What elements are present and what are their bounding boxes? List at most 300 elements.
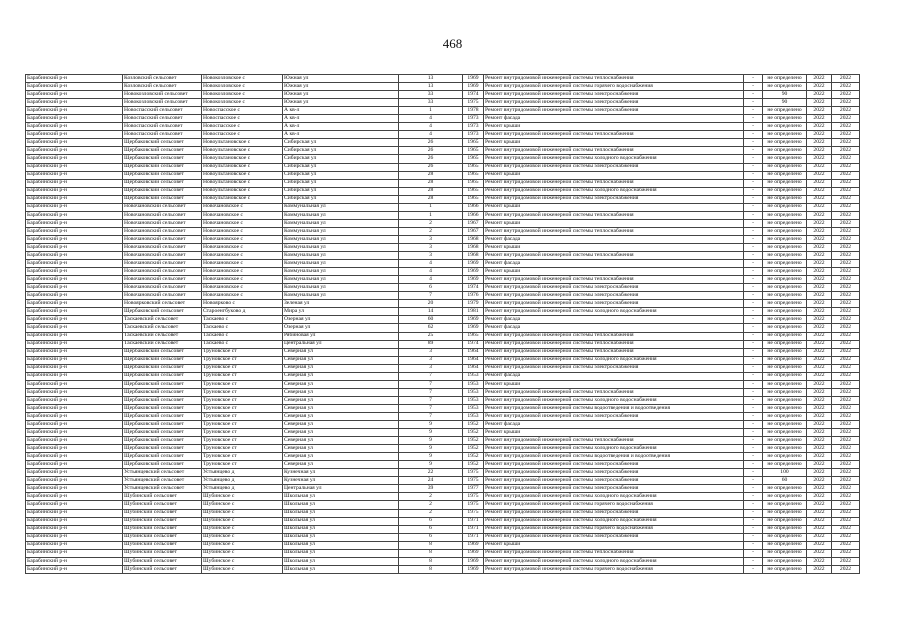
street-cell: Школьная ул	[283, 501, 399, 509]
house-number-cell: 13	[399, 75, 463, 83]
district-cell: Барабинский р-н	[26, 235, 123, 243]
start-year-cell: 2022	[807, 501, 832, 509]
district-cell: Барабинский р-н	[26, 227, 123, 235]
council-cell: Щербаковский сельсовет	[123, 453, 202, 461]
settlement-cell: Шубинское с	[202, 517, 283, 525]
council-cell: Таскаевский сельсовет	[123, 316, 202, 324]
cost-cell: не определено	[763, 171, 807, 179]
district-cell: Барабинский р-н	[26, 123, 123, 131]
work-type-cell: Ремонт внутридомовой инженерной системы теплоснабжения	[484, 348, 744, 356]
start-year-cell: 2022	[807, 139, 832, 147]
work-type-cell: Ремонт внутридомовой инженерной системы теплоснабжения	[484, 332, 744, 340]
start-year-cell: 2022	[807, 525, 832, 533]
street-cell: Зеленая ул	[283, 300, 399, 308]
dash-cell: -	[744, 332, 763, 340]
end-year-cell: 2022	[832, 493, 860, 501]
council-cell: Щербаковский сельсовет	[123, 155, 202, 163]
council-cell: Щербаковский сельсовет	[123, 195, 202, 203]
house-number-cell: 9	[399, 421, 463, 429]
start-year-cell: 2022	[807, 171, 832, 179]
end-year-cell: 2022	[832, 549, 860, 557]
council-cell: Новочановский сельсовет	[123, 219, 202, 227]
end-year-cell: 2022	[832, 252, 860, 260]
build-year-cell: 1965	[463, 195, 484, 203]
district-cell: Барабинский р-н	[26, 115, 123, 123]
district-cell: Барабинский р-н	[26, 243, 123, 251]
house-number-cell: 9	[399, 429, 463, 437]
table-row	[26, 356, 860, 364]
street-cell: Кузнечная ул	[283, 469, 399, 477]
district-cell: Барабинский р-н	[26, 372, 123, 380]
house-number-cell: 25	[399, 332, 463, 340]
cost-cell: не определено	[763, 412, 807, 420]
start-year-cell: 2022	[807, 276, 832, 284]
street-cell: Коммунальная ул	[283, 284, 399, 292]
dash-cell: -	[744, 203, 763, 211]
council-cell: Щербаковский сельсовет	[123, 364, 202, 372]
street-cell: А кв-л	[283, 131, 399, 139]
settlement-cell: Новочановское с	[202, 219, 283, 227]
district-cell: Барабинский р-н	[26, 107, 123, 115]
work-type-cell: Ремонт внутридомовой инженерной системы электроснабжения	[484, 292, 744, 300]
cost-cell: не определено	[763, 541, 807, 549]
house-number-cell: 33	[399, 91, 463, 99]
house-number-cell: 2	[399, 227, 463, 235]
start-year-cell: 2022	[807, 227, 832, 235]
build-year-cell: 1976	[463, 292, 484, 300]
district-cell: Барабинский р-н	[26, 147, 123, 155]
work-type-cell: Ремонт внутридомовой инженерной системы холодного водоснабжения	[484, 155, 744, 163]
street-cell: Коммунальная ул	[283, 260, 399, 268]
council-cell: Козловский сельсовет	[123, 75, 202, 83]
work-type-cell: Ремонт внутридомовой инженерной системы теплоснабжения	[484, 227, 744, 235]
district-cell: Барабинский р-н	[26, 356, 123, 364]
build-year-cell: 1965	[463, 171, 484, 179]
cost-cell: не определено	[763, 445, 807, 453]
street-cell: Коммунальная ул	[283, 227, 399, 235]
cost-cell: не определено	[763, 308, 807, 316]
house-number-cell: 7	[399, 404, 463, 412]
build-year-cell: 1975	[463, 509, 484, 517]
work-type-cell: Ремонт внутридомовой инженерной системы электроснабжения	[484, 91, 744, 99]
street-cell: Северная ул	[283, 372, 399, 380]
work-type-cell: Ремонт внутридомовой инженерной системы водоотведения и водоотведения	[484, 404, 744, 412]
table-row	[26, 469, 860, 477]
cost-cell: не определено	[763, 123, 807, 131]
house-number-cell: 2	[399, 219, 463, 227]
work-type-cell: Ремонт внутридомовой инженерной системы водоотведения и водоотведения	[484, 453, 744, 461]
table-row	[26, 340, 860, 348]
work-type-cell: Ремонт внутридомовой инженерной системы электроснабжения	[484, 533, 744, 541]
dash-cell: -	[744, 525, 763, 533]
build-year-cell: 1952	[463, 437, 484, 445]
council-cell: Щербаковский сельсовет	[123, 380, 202, 388]
settlement-cell: Устьянцево д	[202, 485, 283, 493]
build-year-cell: 1953	[463, 372, 484, 380]
build-year-cell: 1968	[463, 252, 484, 260]
district-cell: Барабинский р-н	[26, 412, 123, 420]
settlement-cell: Староенгбуково д	[202, 308, 283, 316]
cost-cell: не определено	[763, 75, 807, 83]
start-year-cell: 2022	[807, 123, 832, 131]
table-row	[26, 268, 860, 276]
dash-cell: -	[744, 509, 763, 517]
cost-cell: не определено	[763, 453, 807, 461]
district-cell: Барабинский р-н	[26, 565, 123, 573]
work-type-cell: Ремонт крыши	[484, 139, 744, 147]
table-row	[26, 477, 860, 485]
end-year-cell: 2022	[832, 541, 860, 549]
build-year-cell: 1964	[463, 356, 484, 364]
dash-cell: -	[744, 324, 763, 332]
council-cell: Шубинский сельсовет	[123, 493, 202, 501]
end-year-cell: 2022	[832, 356, 860, 364]
street-cell: Школьная ул	[283, 517, 399, 525]
table-row	[26, 211, 860, 219]
build-year-cell: 1952	[463, 445, 484, 453]
table-row	[26, 203, 860, 211]
end-year-cell: 2022	[832, 171, 860, 179]
build-year-cell: 1953	[463, 396, 484, 404]
house-number-cell: 9	[399, 445, 463, 453]
house-number-cell: 26	[399, 163, 463, 171]
street-cell: Школьная ул	[283, 533, 399, 541]
dash-cell: -	[744, 115, 763, 123]
dash-cell: -	[744, 187, 763, 195]
table-row	[26, 99, 860, 107]
start-year-cell: 2022	[807, 107, 832, 115]
dash-cell: -	[744, 243, 763, 251]
district-cell: Барабинский р-н	[26, 380, 123, 388]
start-year-cell: 2022	[807, 485, 832, 493]
start-year-cell: 2022	[807, 461, 832, 469]
table-row	[26, 453, 860, 461]
build-year-cell: 1969	[463, 316, 484, 324]
dash-cell: -	[744, 549, 763, 557]
settlement-cell: Новочановское с	[202, 227, 283, 235]
dash-cell: -	[744, 429, 763, 437]
end-year-cell: 2022	[832, 284, 860, 292]
build-year-cell: 1969	[463, 549, 484, 557]
cost-cell: не определено	[763, 429, 807, 437]
start-year-cell: 2022	[807, 412, 832, 420]
end-year-cell: 2022	[832, 364, 860, 372]
settlement-cell: Новочановское с	[202, 243, 283, 251]
work-type-cell: Ремонт внутридомовой инженерной системы теплоснабжения	[484, 131, 744, 139]
settlement-cell: Шубинское с	[202, 533, 283, 541]
street-cell: Южная ул	[283, 75, 399, 83]
district-cell: Барабинский р-н	[26, 83, 123, 91]
house-number-cell: 3	[399, 252, 463, 260]
work-type-cell: Ремонт внутридомовой инженерной системы теплоснабжения	[484, 340, 744, 348]
council-cell: Шубинский сельсовет	[123, 517, 202, 525]
cost-cell: не определено	[763, 356, 807, 364]
table-row	[26, 461, 860, 469]
start-year-cell: 2022	[807, 91, 832, 99]
council-cell: Щербаковский сельсовет	[123, 445, 202, 453]
settlement-cell: Труновское ст	[202, 372, 283, 380]
end-year-cell: 2022	[832, 316, 860, 324]
settlement-cell: Новочановское с	[202, 235, 283, 243]
dash-cell: -	[744, 404, 763, 412]
dash-cell: -	[744, 533, 763, 541]
house-number-cell: 28	[399, 187, 463, 195]
settlement-cell: Труновское ст	[202, 437, 283, 445]
dash-cell: -	[744, 107, 763, 115]
end-year-cell: 2022	[832, 332, 860, 340]
street-cell: А кв-л	[283, 115, 399, 123]
house-number-cell: 20	[399, 300, 463, 308]
start-year-cell: 2022	[807, 557, 832, 565]
street-cell: Северная ул	[283, 396, 399, 404]
settlement-cell: Новоультановское с	[202, 147, 283, 155]
end-year-cell: 2022	[832, 203, 860, 211]
street-cell: Северная ул	[283, 421, 399, 429]
district-cell: Барабинский р-н	[26, 557, 123, 565]
end-year-cell: 2022	[832, 557, 860, 565]
council-cell: Устьянцевский сельсовет	[123, 469, 202, 477]
settlement-cell: Новочановское с	[202, 268, 283, 276]
settlement-cell: Труновское ст	[202, 396, 283, 404]
start-year-cell: 2022	[807, 429, 832, 437]
start-year-cell: 2022	[807, 541, 832, 549]
house-number-cell: 13	[399, 83, 463, 91]
build-year-cell: 1966	[463, 211, 484, 219]
dash-cell: -	[744, 147, 763, 155]
start-year-cell: 2022	[807, 300, 832, 308]
end-year-cell: 2022	[832, 461, 860, 469]
cost-cell: не определено	[763, 276, 807, 284]
start-year-cell: 2022	[807, 396, 832, 404]
table-row	[26, 324, 860, 332]
settlement-cell: Шубинское с	[202, 493, 283, 501]
work-type-cell: Ремонт внутридомовой инженерной системы электроснабжения	[484, 195, 744, 203]
start-year-cell: 2022	[807, 445, 832, 453]
council-cell: Щербаковский сельсовет	[123, 139, 202, 147]
build-year-cell: 1966	[463, 203, 484, 211]
build-year-cell: 1975	[463, 493, 484, 501]
district-cell: Барабинский р-н	[26, 284, 123, 292]
cost-cell: не определено	[763, 139, 807, 147]
dash-cell: -	[744, 195, 763, 203]
end-year-cell: 2022	[832, 115, 860, 123]
dash-cell: -	[744, 356, 763, 364]
house-number-cell: 62	[399, 324, 463, 332]
settlement-cell: Новокозловское с	[202, 91, 283, 99]
build-year-cell: 1952	[463, 421, 484, 429]
street-cell: Рябиновая ул	[283, 332, 399, 340]
build-year-cell: 1965	[463, 187, 484, 195]
district-cell: Барабинский р-н	[26, 549, 123, 557]
end-year-cell: 2022	[832, 324, 860, 332]
house-number-cell: 4	[399, 268, 463, 276]
build-year-cell: 1969	[463, 83, 484, 91]
settlement-cell: Новокозловское с	[202, 75, 283, 83]
start-year-cell: 2022	[807, 324, 832, 332]
work-type-cell: Ремонт крыши	[484, 123, 744, 131]
end-year-cell: 2022	[832, 227, 860, 235]
start-year-cell: 2022	[807, 260, 832, 268]
settlement-cell: Новочановское с	[202, 203, 283, 211]
start-year-cell: 2022	[807, 453, 832, 461]
start-year-cell: 2022	[807, 252, 832, 260]
district-cell: Барабинский р-н	[26, 533, 123, 541]
dash-cell: -	[744, 227, 763, 235]
house-number-cell: 4	[399, 115, 463, 123]
end-year-cell: 2022	[832, 260, 860, 268]
work-type-cell: Ремонт внутридомовой инженерной системы теплоснабжения	[484, 147, 744, 155]
street-cell: Школьная ул	[283, 557, 399, 565]
district-cell: Барабинский р-н	[26, 429, 123, 437]
work-type-cell: Ремонт внутридомовой инженерной системы холодного водоснабжения	[484, 308, 744, 316]
street-cell: Озерная ул	[283, 316, 399, 324]
start-year-cell: 2022	[807, 115, 832, 123]
start-year-cell: 2022	[807, 243, 832, 251]
work-type-cell: Ремонт крыши	[484, 541, 744, 549]
council-cell: Шубинский сельсовет	[123, 509, 202, 517]
start-year-cell: 2022	[807, 493, 832, 501]
street-cell: Северная ул	[283, 461, 399, 469]
dash-cell: -	[744, 340, 763, 348]
dash-cell: -	[744, 493, 763, 501]
settlement-cell: Таскаево с	[202, 316, 283, 324]
work-type-cell: Ремонт внутридомовой инженерной системы электроснабжения	[484, 107, 744, 115]
build-year-cell: 1953	[463, 380, 484, 388]
council-cell: Щербаковский сельсовет	[123, 163, 202, 171]
dash-cell: -	[744, 461, 763, 469]
start-year-cell: 2022	[807, 219, 832, 227]
street-cell: Коммунальная ул	[283, 276, 399, 284]
build-year-cell: 1965	[463, 147, 484, 155]
build-year-cell: 1973	[463, 115, 484, 123]
start-year-cell: 2022	[807, 388, 832, 396]
start-year-cell: 2022	[807, 187, 832, 195]
dash-cell: -	[744, 219, 763, 227]
cost-cell: не определено	[763, 525, 807, 533]
table-row	[26, 332, 860, 340]
table-row	[26, 565, 860, 573]
start-year-cell: 2022	[807, 421, 832, 429]
dash-cell: -	[744, 557, 763, 565]
council-cell: Шубинский сельсовет	[123, 565, 202, 573]
settlement-cell: Новоультановское с	[202, 139, 283, 147]
house-number-cell: 9	[399, 453, 463, 461]
house-number-cell: 26	[399, 155, 463, 163]
house-number-cell: 26	[399, 147, 463, 155]
start-year-cell: 2022	[807, 83, 832, 91]
end-year-cell: 2022	[832, 83, 860, 91]
street-cell: Северная ул	[283, 453, 399, 461]
house-number-cell: 6	[399, 284, 463, 292]
table-row	[26, 187, 860, 195]
table-row	[26, 107, 860, 115]
build-year-cell: 1974	[463, 91, 484, 99]
council-cell: Новочановский сельсовет	[123, 211, 202, 219]
council-cell: Щербаковский сельсовет	[123, 404, 202, 412]
council-cell: Щербаковский сельсовет	[123, 372, 202, 380]
work-type-cell: Ремонт внутридомовой инженерной системы теплоснабжения	[484, 211, 744, 219]
end-year-cell: 2022	[832, 107, 860, 115]
dash-cell: -	[744, 131, 763, 139]
house-number-cell: 22	[399, 469, 463, 477]
house-number-cell: 8	[399, 557, 463, 565]
house-number-cell: 1	[399, 107, 463, 115]
table-row	[26, 252, 860, 260]
build-year-cell: 1969	[463, 268, 484, 276]
district-cell: Барабинский р-н	[26, 437, 123, 445]
table-row	[26, 404, 860, 412]
end-year-cell: 2022	[832, 445, 860, 453]
district-cell: Барабинский р-н	[26, 469, 123, 477]
table-row	[26, 83, 860, 91]
council-cell: Щербаковский сельсовет	[123, 171, 202, 179]
street-cell: Южная ул	[283, 99, 399, 107]
settlement-cell: Труновское ст	[202, 388, 283, 396]
street-cell: Северная ул	[283, 388, 399, 396]
house-number-cell: 6	[399, 517, 463, 525]
house-number-cell: 6	[399, 525, 463, 533]
dash-cell: -	[744, 372, 763, 380]
settlement-cell: Шубинское с	[202, 501, 283, 509]
district-cell: Барабинский р-н	[26, 421, 123, 429]
dash-cell: -	[744, 99, 763, 107]
end-year-cell: 2022	[832, 292, 860, 300]
house-number-cell: 7	[399, 396, 463, 404]
council-cell: Щербаковский сельсовет	[123, 308, 202, 316]
district-cell: Барабинский р-н	[26, 493, 123, 501]
start-year-cell: 2022	[807, 469, 832, 477]
end-year-cell: 2022	[832, 340, 860, 348]
district-cell: Барабинский р-н	[26, 131, 123, 139]
work-type-cell: Ремонт крыши	[484, 380, 744, 388]
council-cell: Новочановский сельсовет	[123, 268, 202, 276]
start-year-cell: 2022	[807, 195, 832, 203]
cost-cell: не определено	[763, 549, 807, 557]
dash-cell: -	[744, 155, 763, 163]
street-cell: Северная ул	[283, 412, 399, 420]
table-row	[26, 501, 860, 509]
settlement-cell: Устьянцево д	[202, 477, 283, 485]
house-number-cell: 39	[399, 485, 463, 493]
cost-cell: не определено	[763, 340, 807, 348]
table-row	[26, 155, 860, 163]
street-cell: Северная ул	[283, 437, 399, 445]
settlement-cell: Шубинское с	[202, 549, 283, 557]
district-cell: Барабинский р-н	[26, 485, 123, 493]
street-cell: Коммунальная ул	[283, 235, 399, 243]
street-cell: Сибирская ул	[283, 195, 399, 203]
start-year-cell: 2022	[807, 292, 832, 300]
table-row	[26, 388, 860, 396]
district-cell: Барабинский р-н	[26, 340, 123, 348]
start-year-cell: 2022	[807, 565, 832, 573]
end-year-cell: 2022	[832, 155, 860, 163]
district-cell: Барабинский р-н	[26, 75, 123, 83]
build-year-cell: 1975	[463, 99, 484, 107]
council-cell: Щербаковский сельсовет	[123, 147, 202, 155]
work-type-cell: Ремонт внутридомовой инженерной системы теплоснабжения	[484, 276, 744, 284]
settlement-cell: Новоультановское с	[202, 163, 283, 171]
settlement-cell: Новоультановское с	[202, 171, 283, 179]
work-type-cell: Ремонт крыши	[484, 429, 744, 437]
start-year-cell: 2022	[807, 316, 832, 324]
street-cell: Северная ул	[283, 364, 399, 372]
council-cell: Щербаковский сельсовет	[123, 421, 202, 429]
table-row	[26, 557, 860, 565]
council-cell: Новочановский сельсовет	[123, 276, 202, 284]
work-type-cell: Ремонт внутридомовой инженерной системы электроснабжения	[484, 163, 744, 171]
cost-cell: не определено	[763, 380, 807, 388]
